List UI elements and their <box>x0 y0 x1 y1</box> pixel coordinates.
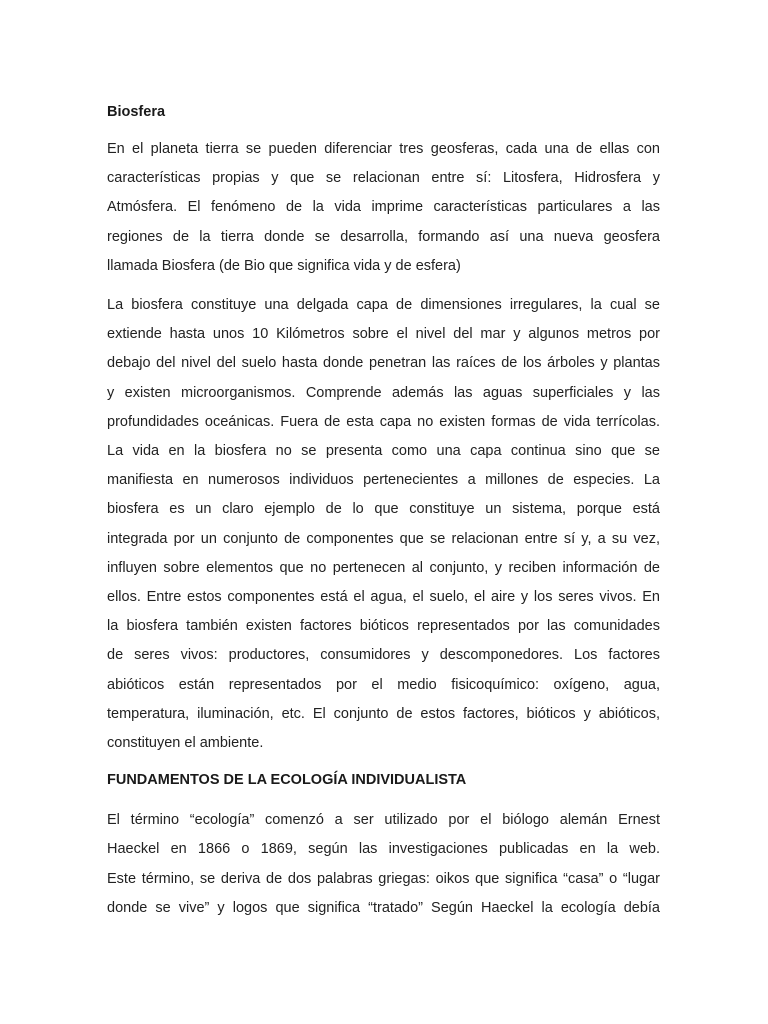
text-line: abióticos están representados por el medio fisicoquímico: oxígeno, agua, <box>107 676 660 693</box>
text-line: Haeckel en 1866 o 1869, según las investigaciones publicadas en la web. <box>107 841 660 858</box>
text-line: constituyen el ambiente. <box>107 735 264 752</box>
text-line: profundidades oceánicas. Fuera de esta capa no existen formas de vida terrícolas. <box>107 413 660 430</box>
text-line: y existen microorganismos. Comprende además las aguas superficiales y las <box>107 384 660 401</box>
text-line: influyen sobre elementos que no pertenecen al conjunto, y reciben información de <box>107 559 660 576</box>
text-line: ellos. Entre estos componentes está el agua, el suelo, el aire y los seres vivos. En <box>107 589 660 606</box>
text-line: temperatura, iluminación, etc. El conjunto de estos factores, bióticos y abióticos, <box>107 705 660 722</box>
text-line: características propias y que se relacionan entre sí: Litosfera, Hidrosfera y <box>107 170 660 187</box>
text-line: manifiesta en numerosos individuos pertenecientes a millones de especies. La <box>107 472 660 489</box>
paragraph-biosphere <box>107 291 660 758</box>
text-line: biosfera es un claro ejemplo de lo que constituye un sistema, porque está <box>107 501 660 518</box>
text-line: En el planeta tierra se pueden diferenciar tres geosferas, cada una de ellas con <box>107 141 660 157</box>
text-line: donde se vive” y logos que significa “tratado” Según Haeckel la ecología debía <box>107 899 660 916</box>
text-line: la biosfera también existen factores bióticos representados por las comunidades <box>107 618 660 635</box>
text-line: El término “ecología” comenzó a ser utilizado por el biólogo alemán Ernest <box>107 812 660 829</box>
text-line: integrada por un conjunto de componentes que se relacionan entre sí y, a su vez, <box>107 530 660 547</box>
text-line: Atmósfera. El fenómeno de la vida imprime características particulares a las <box>107 199 660 216</box>
text-line: regiones de la tierra donde se desarrolla, formando así una nueva geosfera <box>107 228 660 245</box>
text-line: debajo del nivel del suelo hasta donde penetran las raíces de los árboles y plantas <box>107 355 660 372</box>
text-line: de seres vivos: productores, consumidores y descomponedores. Los factores <box>107 647 660 664</box>
text-line: Este término, se deriva de dos palabras griegas: oikos que significa “casa” o “lugar <box>107 870 660 887</box>
section-heading: FUNDAMENTOS DE LA ECOLOGÍA INDIVIDUALISTA <box>107 772 467 789</box>
text-line: extiende hasta unos 10 Kilómetros sobre el nivel del mar y algunos metros por <box>107 326 660 343</box>
document-body <box>107 101 660 933</box>
paragraph-intro <box>107 135 660 281</box>
page-title: Biosfera <box>107 104 166 120</box>
text-line: La biosfera constituye una delgada capa de dimensiones irregulares, la cual se <box>107 297 660 314</box>
text-line: La vida en la biosfera no se presenta como una capa continua sino que se <box>107 443 660 460</box>
text-line: llamada Biosfera (de Bio que significa vida y de esfera) <box>107 257 461 274</box>
paragraph-ecology <box>107 806 660 923</box>
